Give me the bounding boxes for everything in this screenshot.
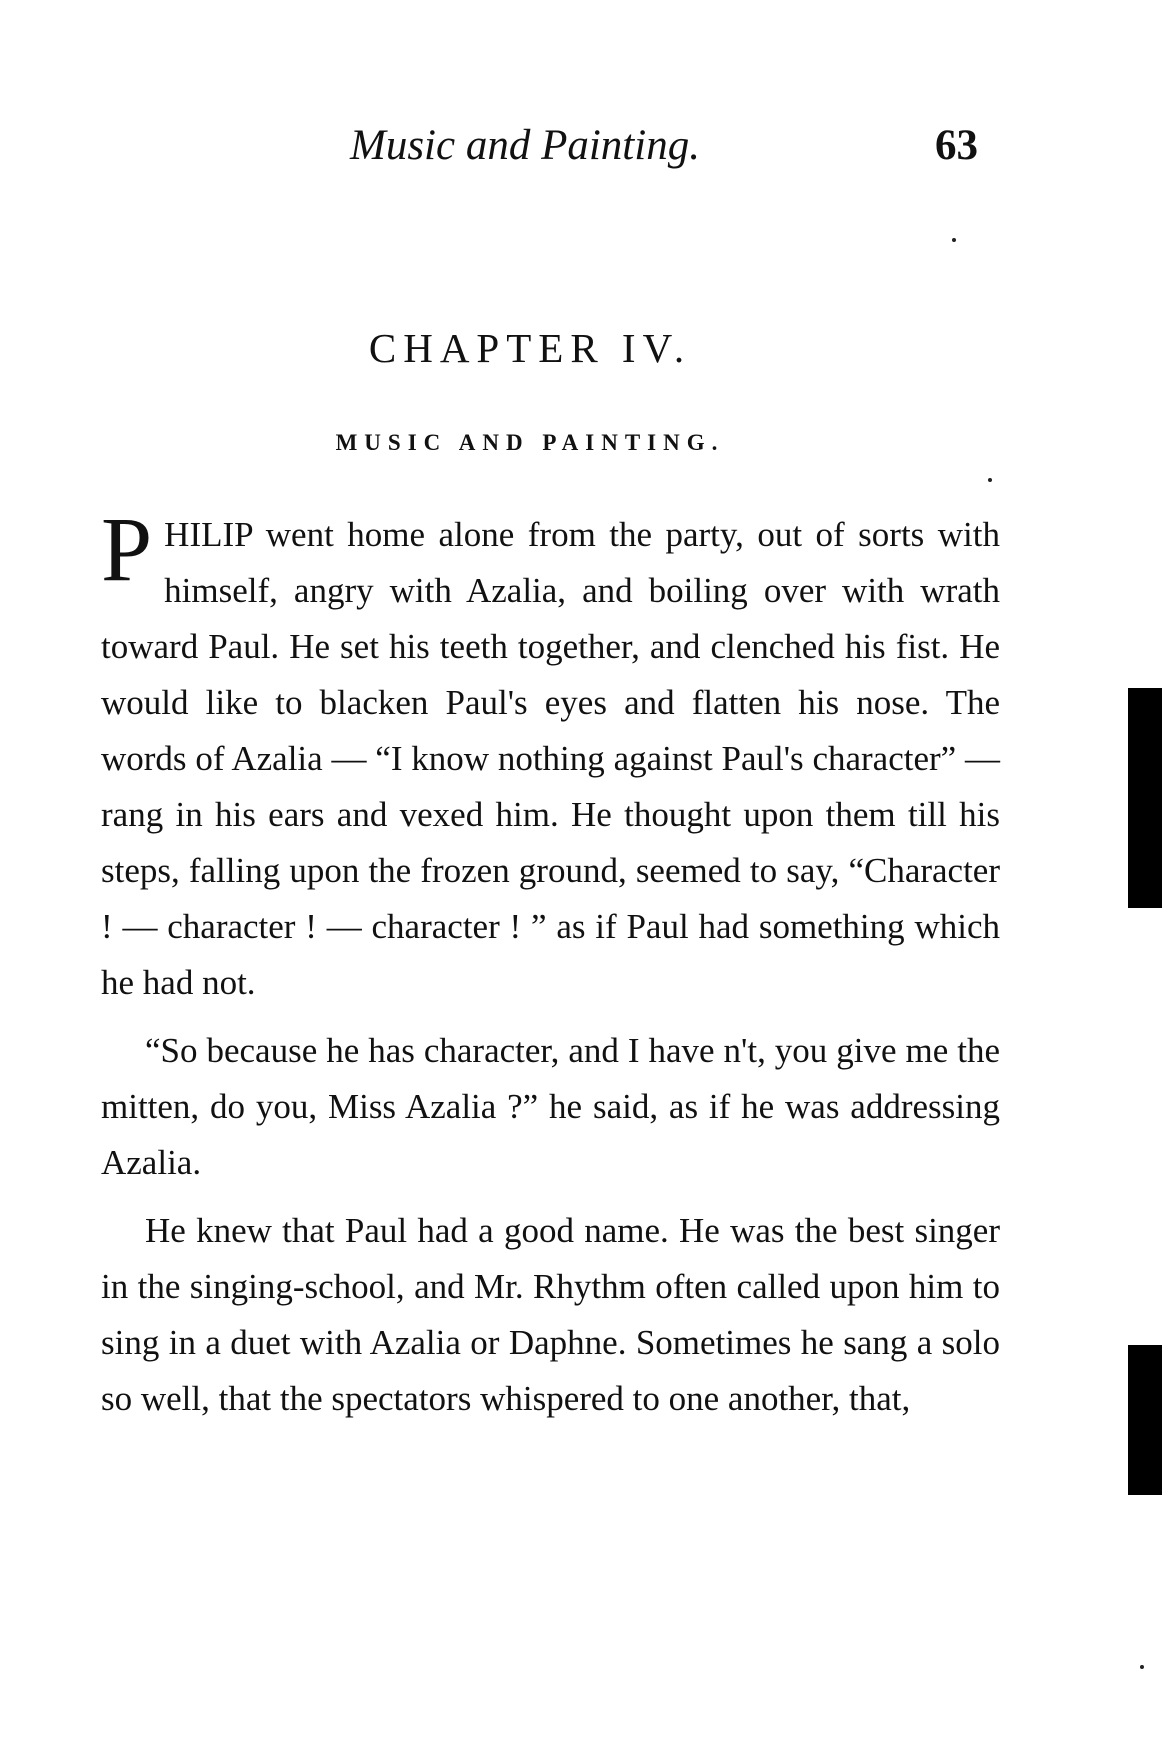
running-head bbox=[100, 118, 1000, 178]
paragraph-2: “So because he has character, and I have n't, you give me the mitten, do you, Miss Azalia ?” he said, as if he was addressing Azalia. bbox=[101, 1031, 1000, 1182]
running-title: Music and Painting. bbox=[350, 122, 700, 169]
page-number: 63 bbox=[935, 122, 978, 169]
chapter-subtitle: MUSIC AND PAINTING. bbox=[335, 430, 725, 455]
chapter-heading: CHAPTER IV. bbox=[368, 325, 692, 371]
scan-artifact-mark bbox=[1128, 1345, 1162, 1495]
scan-artifact-mark bbox=[1128, 688, 1162, 908]
scan-speck bbox=[952, 238, 956, 242]
paragraph-1 bbox=[101, 498, 1000, 1011]
drop-cap: P bbox=[101, 498, 153, 600]
paragraph-3: He knew that Paul had a good name. He was the best singer in the singing-school, and Mr. Rhythm often called upon him to sing in a duet with Azalia or Daphne. Sometimes he sang a solo so well, that the spectators whispered to one another, that, bbox=[101, 1211, 1000, 1418]
paragraph-1-text: HILIP went home alone from the party, out of sorts with himself, angry with Azalia, and boiling over with wrath toward Paul. He set his teeth together, and clenched his fist. He would like to blacken Paul's eyes and flatten his nose. The words of Azalia — “I know nothing against Paul's character” — rang in his ears and vexed him. He thought upon them till his steps, falling upon the frozen ground, seemed to say, “Character ! — character ! — character ! ” as if Paul had something which he had not. bbox=[101, 515, 1000, 1002]
body-text bbox=[101, 498, 1000, 1427]
scan-speck bbox=[1140, 1665, 1144, 1669]
scan-speck bbox=[988, 478, 992, 482]
